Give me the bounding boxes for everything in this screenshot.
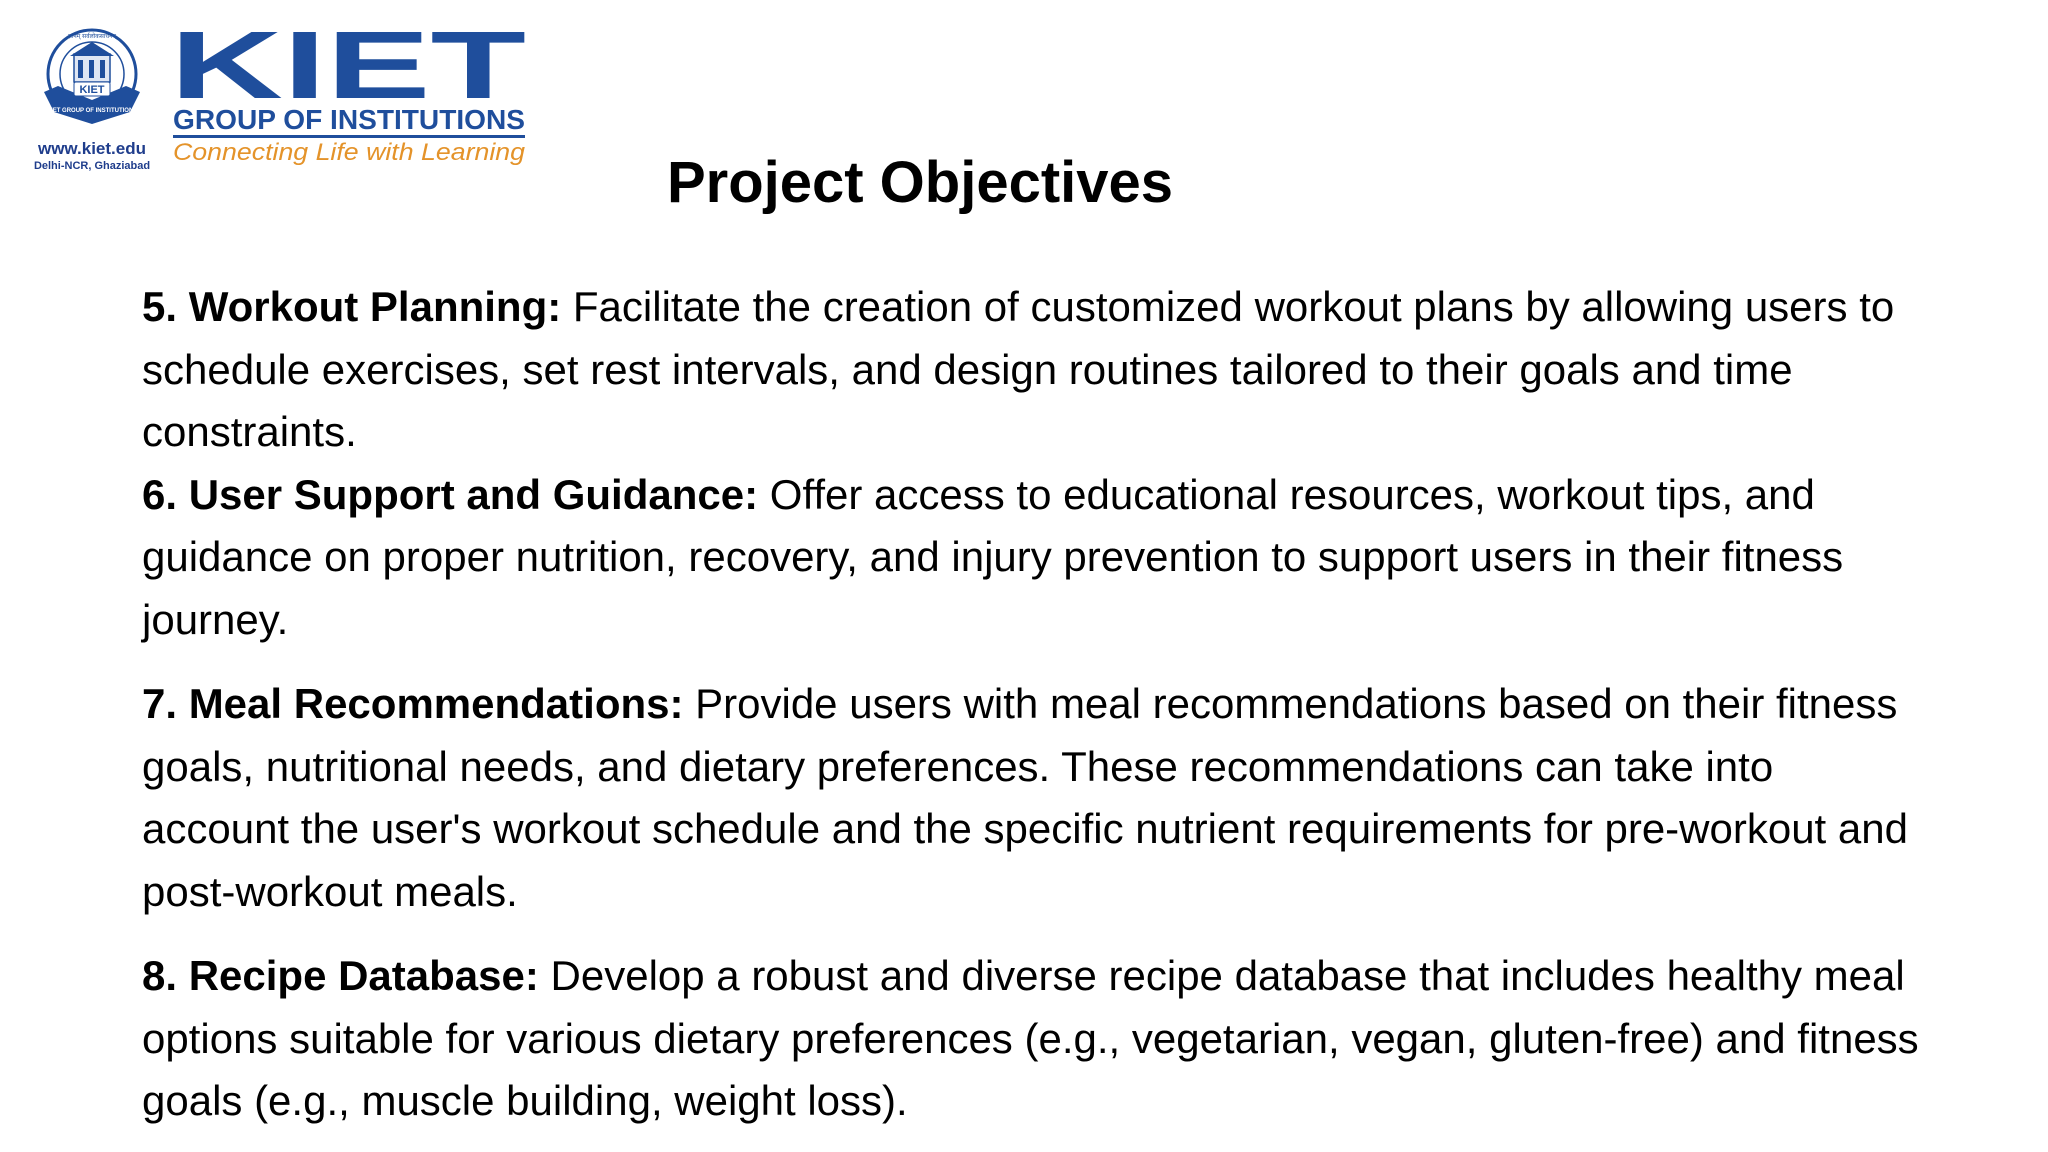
- objective-text: Develop a robust and diverse recipe database that includes healthy meal options suitable for various dietary preferences (e.g., vegetarian, vegan, gluten-free) and fitness goals (e.g., muscle building, weight loss).: [142, 952, 1919, 1124]
- objective-text: Provide users with meal recommendations based on their fitness goals, nutritional needs, and dietary preferences. These recommendations can take into account the user's workout schedule and the specific nutrient requirements for pre-workout and post-workout meals.: [142, 680, 1908, 915]
- objective-heading: 5. Workout Planning:: [142, 283, 562, 330]
- seal-location: Delhi-NCR, Ghaziabad: [33, 160, 151, 172]
- slide-title: Project Objectives: [666, 150, 1174, 215]
- objective-heading: 6. User Support and Guidance:: [142, 470, 759, 518]
- seal-ring-text: KIET GROUP OF INSTITUTIONS: [46, 108, 138, 114]
- seal-top-text: ज्ञानम् सर्वलोकसाधनम्: [67, 33, 117, 40]
- objective-item: [142, 464, 1922, 652]
- kiet-seal-icon: [36, 26, 148, 138]
- tagline-text: Connecting Life with Learning: [173, 139, 526, 166]
- wordmark-text: KIET: [170, 26, 526, 119]
- objective-text: Facilitate the creation of customized workout plans by allowing users to schedule exercises, set rest intervals, and design routines tailored to their goals and time constraints.: [142, 283, 1895, 455]
- objective-heading: 7. Meal Recommendations:: [142, 680, 684, 727]
- seal-url: www.kiet.edu: [37, 139, 146, 158]
- objectives-list: [142, 276, 1922, 1133]
- objective-item: [142, 945, 1922, 1133]
- objective-item: [142, 673, 1922, 923]
- objective-heading: 8. Recipe Database:: [142, 952, 539, 999]
- objective-item: [142, 276, 1922, 464]
- seal-badge: KIET: [79, 84, 105, 96]
- objective-text: Offer access to educational resources, workout tips, and guidance on proper nutrition, recovery, and injury prevention to support users in their fitness journey.: [142, 470, 1844, 643]
- group-name-text: GROUP OF INSTITUTIONS: [173, 104, 525, 135]
